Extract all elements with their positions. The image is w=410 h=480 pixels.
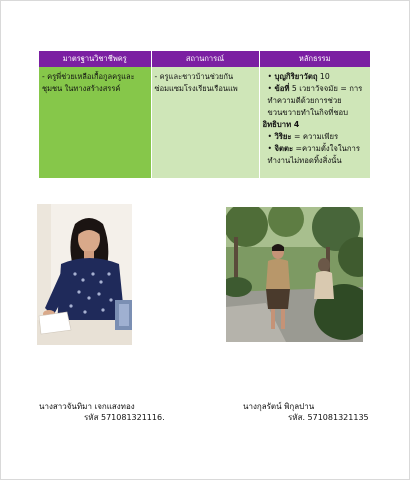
photo-teacher-right (226, 207, 363, 342)
table-row (39, 67, 370, 178)
caption-right-name: นางกุลรัตน์ พิกุลปาน (243, 402, 315, 411)
table-header-row (39, 51, 370, 67)
header-situation: สถานการณ์ (151, 51, 259, 67)
header-dharma-principle: หลักธรรม (259, 51, 370, 67)
caption-left-name: นางสาวจันทิมา เจกแสงทอง (39, 402, 135, 411)
photo-teacher-left (37, 204, 132, 345)
cell-principles (259, 67, 370, 178)
header-professional-standard: มาตรฐานวิชาชีพครู (39, 51, 151, 67)
principle-item-1: • บุญกิริยาวัตถุ 10 (267, 72, 330, 81)
photo-teacher-left-image (37, 204, 132, 345)
principle-item-4: • จิตตะ =ความตั้งใจในการทำงานไม่ทอดทิ้งสิ่งนั้น (267, 143, 360, 165)
principle-heading: อิทธิบาท 4 (262, 119, 300, 129)
ethics-table (39, 51, 370, 178)
cell-standard: - ครูพี่ช่วยเหลือเกื้อกูลครูและชุมชน ในทางสร้างสรรค์ (39, 67, 151, 178)
photo-teacher-right-image (226, 207, 363, 342)
cell-situation: - ครูและชาวบ้านช่วยกันซ่อมแซมโรงเรียนเรือนแพ (151, 67, 259, 178)
caption-left-id: รหัส 571081321116. (84, 413, 165, 422)
caption-right-id: รหัส. 571081321135 (288, 413, 369, 422)
principle-item-3: • วิริยะ = ความเพียร (267, 131, 339, 141)
principle-item-2: • ข้อที่ 5 เวยาวัจจมัย = การทำความดีด้วยการช่วยขวนขวายทำในกิจที่ชอบ (267, 83, 363, 117)
